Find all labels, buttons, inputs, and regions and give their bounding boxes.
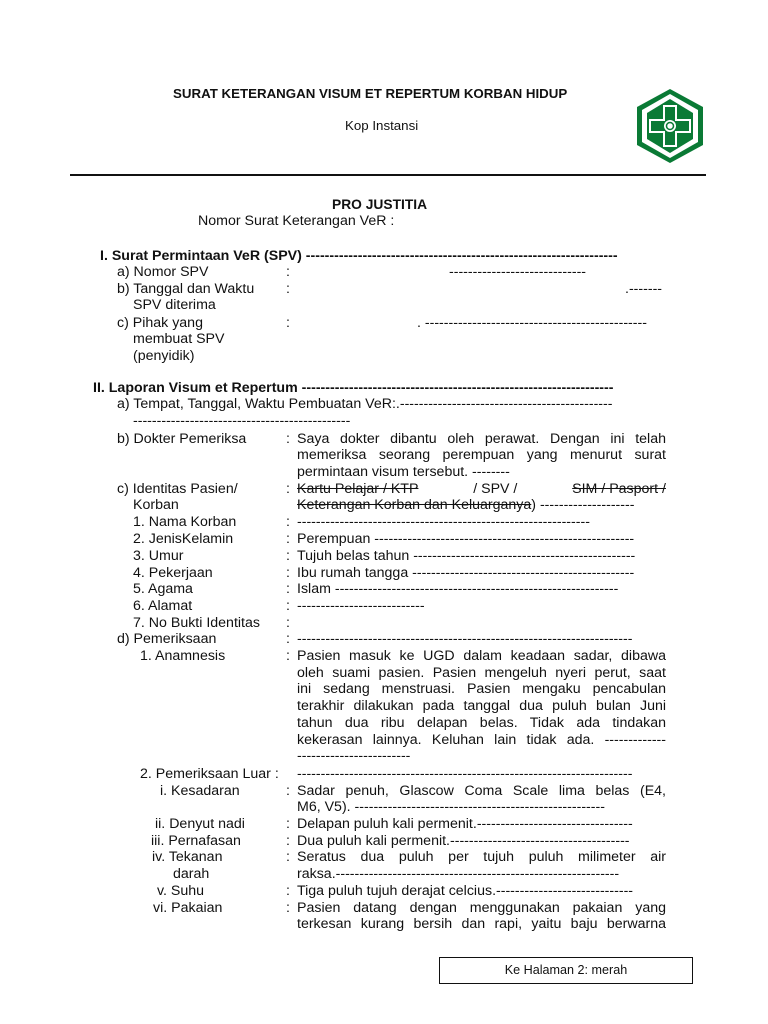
identity-item-label: 1. Nama Korban <box>133 514 237 530</box>
clothing-line: Pasien datang dengan menggunakan pakaian yang <box>297 900 666 916</box>
colon: : <box>286 481 290 497</box>
identity-option-spv: / SPV / <box>473 481 518 497</box>
section1-heading: I. Surat Permintaan VeR (SPV) ------------------------------------------------------------------ <box>100 248 618 264</box>
respiration-value: Dua puluh kali permenit.-------------------------------------- <box>297 833 630 849</box>
anamnesis-line: ini sedang menstruasi. Pasien mengaku pencabulan <box>297 681 666 697</box>
section2-heading: II. Laporan Visum et Repertum ------------------------------------------------------------------ <box>93 380 614 396</box>
colon: : <box>286 514 290 530</box>
colon: : <box>286 631 290 647</box>
identity-item-label: 4. Pekerjaan <box>133 565 213 581</box>
colon: : <box>286 816 290 832</box>
external-exam-value: ----------------------------------------------------------------------- <box>297 766 633 782</box>
colon: : <box>286 615 290 631</box>
anamnesis-line: ------------------------ <box>297 748 411 764</box>
spv-date-value: .------- <box>625 281 663 297</box>
anamnesis-line: tahun dua ribu delapan belas. Tidak ada tindakan <box>297 715 666 731</box>
document-title: SURAT KETERANGAN VISUM ET REPERTUM KORBAN HIDUP <box>173 86 568 101</box>
colon: : <box>286 565 290 581</box>
spv-author-label-2: membuat SPV <box>133 331 225 347</box>
consciousness-line: M6, V5). ----------------------------------------------------- <box>297 799 605 815</box>
examination-value: ----------------------------------------------------------------------- <box>297 631 633 647</box>
green-cross-hexagon-logo <box>634 87 706 165</box>
colon: : <box>286 598 290 614</box>
colon: : <box>286 883 290 899</box>
anamnesis-line: terakhir dilakukan pada tanggal dua puluh bulan Juni <box>297 698 666 714</box>
colon: : <box>286 431 290 447</box>
colon: : <box>286 548 290 564</box>
colon: : <box>286 900 290 916</box>
spv-author-label-3: (penyidik) <box>133 348 195 364</box>
identity-option-struck: Kartu Pelajar / KTP <box>297 481 419 497</box>
identity-item-label: 3. Umur <box>133 548 184 564</box>
spv-number-value: ----------------------------- <box>449 264 587 280</box>
identity-item-value: Ibu rumah tangga ----------------------------------------------- <box>297 565 635 581</box>
examination-label: d) Pemeriksaan <box>117 631 217 647</box>
clothing-label: vi. Pakaian <box>153 900 223 916</box>
anamnesis-line: Pasien masuk ke UGD dalam keadaan sadar, dibawa <box>297 648 666 664</box>
colon: : <box>286 264 290 280</box>
anamnesis-label: 1. Anamnesis <box>140 648 226 664</box>
spv-date-label: b) Tanggal dan Waktu <box>117 281 255 297</box>
nomor-surat-label: Nomor Surat Keterangan VeR : <box>198 213 395 229</box>
doctor-text-line: Saya dokter dibantu oleh perawat. Dengan ini telah <box>297 431 666 447</box>
clothing-line: terkesan kurang bersih dan rapi, yaitu baju berwarna <box>297 916 666 932</box>
pulse-label: ii. Denyut nadi <box>155 816 245 832</box>
doctor-text-line: permintaan visum tersebut. -------- <box>297 464 510 480</box>
anamnesis-line: oleh suami pasien. Pasien mengeluh nyeri perut, saat <box>297 665 666 681</box>
spv-number-label: a) Nomor SPV <box>117 264 209 280</box>
temperature-value: Tiga puluh tujuh derajat celcius.----------------------------- <box>297 883 634 899</box>
anamnesis-line: kekerasan lainnya. Keluhan lain tidak ada. ------------- <box>297 732 666 748</box>
consciousness-line: Sadar penuh, Glascow Coma Scale lima belas (E4, <box>297 783 666 799</box>
identity-item-label: 2. JenisKelamin <box>133 531 234 547</box>
identity-label: c) Identitas Pasien/ <box>117 481 238 497</box>
blood-pressure-line: raksa.------------------------------------------------------------ <box>297 866 620 882</box>
spv-author-value: . ----------------------------------------------- <box>417 315 647 331</box>
header-rule <box>70 174 706 176</box>
blood-pressure-label-2: darah <box>173 866 210 882</box>
identity-option-tail: ) -------------------- <box>531 497 635 513</box>
ver-place-time-line1: a) Tempat, Tanggal, Waktu Pembuatan VeR:.--------------------------------------------- <box>117 396 613 412</box>
colon: : <box>286 531 290 547</box>
consciousness-label: i. Kesadaran <box>160 783 240 799</box>
identity-label-2: Korban <box>133 497 179 513</box>
identity-item-value: Perempuan ------------------------------------------------------- <box>297 531 635 547</box>
doctor-label: b) Dokter Pemeriksa <box>117 431 247 447</box>
temperature-label: v. Suhu <box>157 883 205 899</box>
identity-option-struck: Keterangan Korban dan Keluarganya <box>297 497 532 513</box>
colon: : <box>286 281 290 297</box>
pulse-value: Delapan puluh kali permenit.--------------------------------- <box>297 816 633 832</box>
colon: : <box>286 315 290 331</box>
external-exam-label: 2. Pemeriksaan Luar : <box>140 766 279 782</box>
identity-doc-options-2 <box>297 497 634 514</box>
identity-item-label: 5. Agama <box>133 581 193 597</box>
identity-item-value: -------------------------------------------------------------- <box>297 514 590 530</box>
colon: : <box>286 833 290 849</box>
colon: : <box>286 648 290 664</box>
identity-doc-options <box>297 481 666 498</box>
blood-pressure-label: iv. Tekanan <box>152 849 223 865</box>
identity-item-label: 7. No Bukti Identitas <box>133 615 260 631</box>
ver-place-time-line2: ---------------------------------------------- <box>133 413 351 429</box>
colon: : <box>286 581 290 597</box>
identity-item-value: --------------------------- <box>297 598 425 614</box>
identity-item-value: Tujuh belas tahun ----------------------------------------------- <box>297 548 636 564</box>
doctor-text-line: memeriksa seorang perempuan yang menurut surat <box>297 447 666 463</box>
pro-justitia-heading: PRO JUSTITIA <box>332 197 428 212</box>
kop-instansi: Kop Instansi <box>345 118 419 133</box>
spv-date-label-2: SPV diterima <box>133 297 216 313</box>
respiration-label: iii. Pernafasan <box>151 833 241 849</box>
identity-option-struck: SIM / Pasport / <box>572 481 666 497</box>
colon: : <box>286 783 290 799</box>
next-page-box: Ke Halaman 2: merah <box>439 957 693 984</box>
identity-item-value: Islam ------------------------------------------------------------ <box>297 581 619 597</box>
spv-author-label: c) Pihak yang <box>117 315 203 331</box>
identity-item-label: 6. Alamat <box>133 598 193 614</box>
colon: : <box>286 849 290 865</box>
blood-pressure-line: Seratus dua puluh per tujuh puluh milimeter air <box>297 849 666 865</box>
